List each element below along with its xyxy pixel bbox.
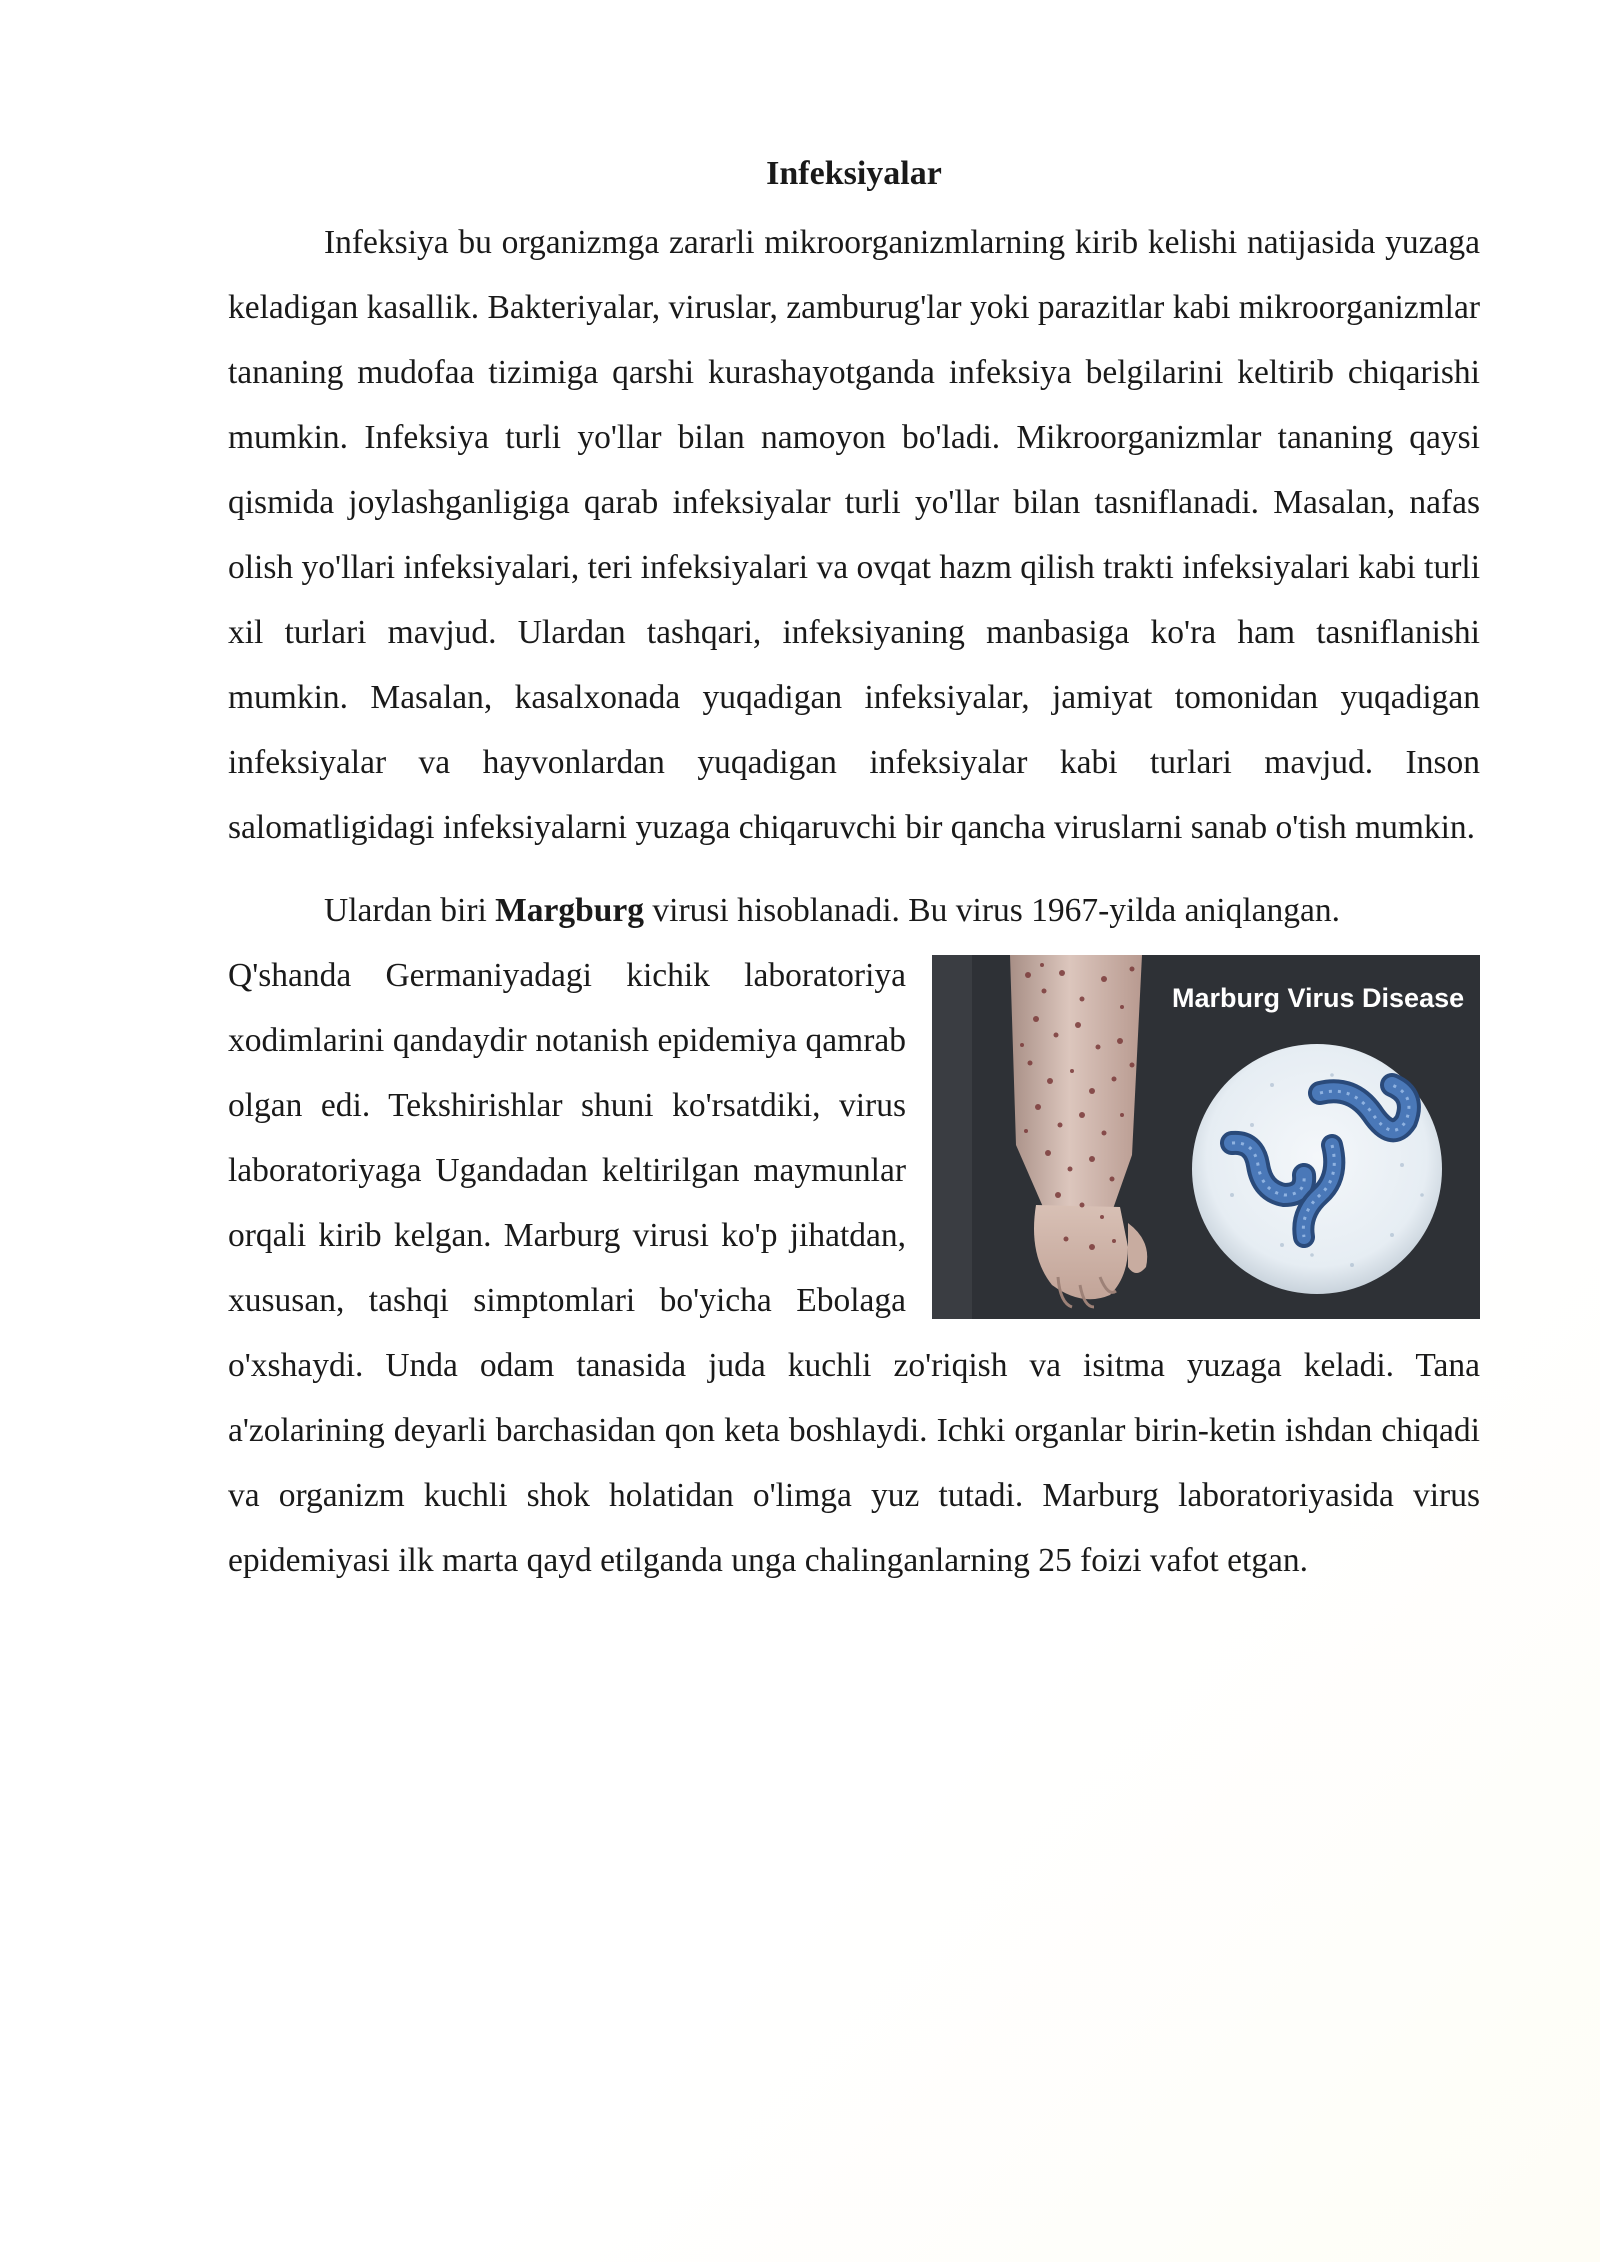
virus-name-bold: Margburg: [495, 892, 645, 929]
paragraph-infection-definition: Infeksiya bu organizmga zararli mikroorganizmlarning kirib kelishi natijasida yuzaga keladigan kasallik. Bakteriyalar, viruslar, zamburug'lar yoki parazitlar kabi mikroorganizmlar tananing mudofaa tizimiga qarshi kurashayotganda infeksiya belgilarini keltirib chiqarishi mumkin. Infeksiya turli yo'llar bilan namoyon bo'ladi. Mikroorganizmlar tananing qaysi qismida joylashganligiga qarab infeksiyalar turli yo'llar bilan tasniflanadi. Masalan, nafas olish yo'llari infeksiyalari, teri infeksiyalari va ovqat hazm qilish trakti infeksiyalari kabi turli xil turlari mavjud. Ulardan tashqari, infeksiyaning manbasiga ko'ra ham tasniflanishi mumkin. Masalan, kasalxonada yuqadigan infeksiyalar, jamiyat tomonidan yuqadigan infeksiyalar va hayvonlardan yuqadigan infeksiyalar kabi turlari mavjud. Inson salomatligidagi infeksiyalarni yuzaga chiqaruvchi bir qancha viruslarni sanab o'tish mumkin.: [228, 224, 1481, 846]
paragraph-marburg-details: Q'shanda Germaniyadagi kichik laboratoriya xodimlarini qandaydir notanish epidemiya qamrab olgan edi. Tekshirishlar shuni ko'rsatdiki, virus laboratoriyaga Ugandadan keltirilgan maymunlar orqali kirib kelgan. Marburg virusi ko'p jihatdan, xususan, tashqi simptomlari bo'yicha Ebolaga o'xshaydi. Unda odam tanasida juda kuchli zo'riqish va isitma yuzaga keladi. Tana a'zolarining deyarli barchasidan qon keta boshlaydi. Ichki organlar birin-ketin ishdan chiqadi va organizm kuchli shok holatidan o'limga yuz tutadi. Marburg laboratoriyasida virus epidemiyasi ilk marta qayd etilganda unga chalinganlarning 25 foizi vafot etgan.: [228, 957, 1480, 1579]
paragraph-intro-marburg: [228, 878, 1480, 943]
paragraph-lead-text: Ulardan biri: [324, 892, 487, 929]
marburg-virus-image: [932, 955, 1480, 1319]
document-content: [228, 148, 1480, 1593]
paragraph-intro-text: virusi hisoblanadi. Bu virus 1967-yilda aniqlangan.: [652, 892, 1341, 929]
figure-caption: Marburg Virus Disease: [1172, 983, 1465, 1013]
document-title: Infeksiyalar: [766, 155, 942, 192]
